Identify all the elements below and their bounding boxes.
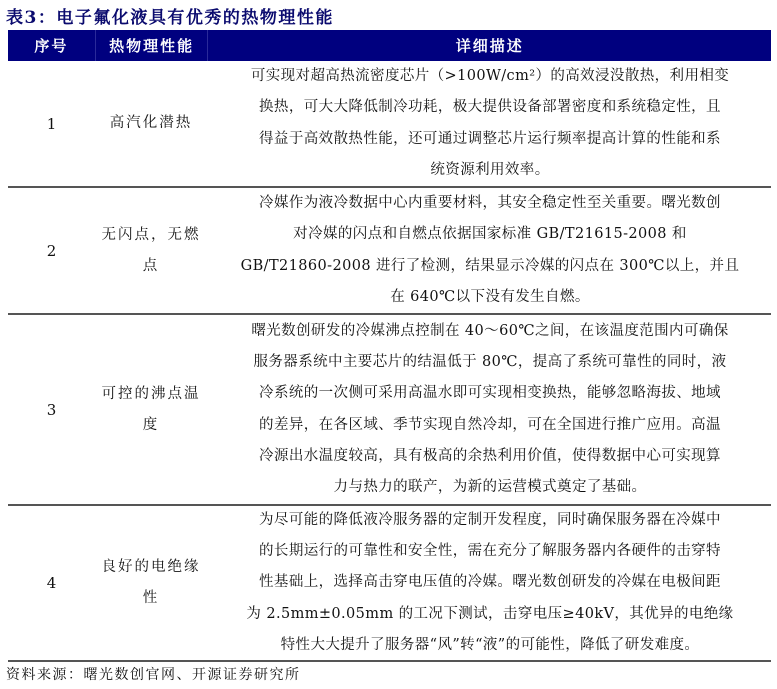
row-property: 可控的沸点温度 — [101, 385, 201, 433]
description-line: 特性大大提升了服务器“风”转“液”的可能性，降低了研发难度。 — [280, 636, 700, 653]
description-line: 为 2.5mm±0.05mm 的工况下测试，击穿电压≥40kV，其优异的电绝缘 — [246, 605, 734, 622]
row-description — [207, 315, 771, 504]
table-row — [8, 61, 771, 188]
description-line: 冷源出水温度较高，具有极高的余热利用价值，使得数据中心可实现算 — [259, 447, 721, 464]
row-description — [207, 506, 771, 660]
description-line: 对冷媒的闪点和自燃点依据国家标准 GB/T21615-2008 和 — [293, 226, 687, 243]
header-property: 热物理性能 — [96, 30, 209, 61]
description-line: 为尽可能的降低液冷服务器的定制开发程度，同时确保服务器在冷媒中 — [259, 511, 721, 528]
description-line: 可实现对超高热流密度芯片（>100W/cm²）的高效浸没散热，利用相变 — [250, 67, 730, 84]
row-property: 良好的电绝缘性 — [101, 559, 201, 606]
table-row — [8, 188, 771, 315]
header-index: 序号 — [8, 30, 96, 61]
table-title: 表3：电子氟化液具有优秀的热物理性能 — [6, 8, 334, 28]
description-line: 在 640℃以下没有发生自燃。 — [390, 288, 590, 305]
description-line: 的差异，在各区域、季节实现自然冷却，可在全国进行推广应用。高温 — [259, 416, 721, 433]
table-row — [8, 315, 771, 506]
row-index: 1 — [46, 114, 57, 133]
description-line: 得益于高效散热性能，还可通过调整芯片运行频率提高计算的性能和系 — [259, 130, 721, 147]
table-header — [8, 30, 771, 61]
source-note: 资料来源：曙光数创官网、开源证券研究所 — [6, 667, 301, 683]
description-line: 冷媒作为液冷数据中心内重要材料，其安全稳定性至关重要。曙光数创 — [259, 194, 721, 211]
description-line: 性基础上，选择高击穿电压值的冷媒。曙光数创研发的冷媒在电极间距 — [259, 574, 721, 591]
description-line: GB/T21860-2008 进行了检测，结果显示冷媒的闪点在 300℃以上，并且 — [240, 257, 740, 274]
description-line: 曙光数创研发的冷媒沸点控制在 40～60℃之间，在该温度范围内可确保 — [251, 322, 729, 339]
description-line: 冷系统的一次侧可采用高温水即可实现相变换热，能够忽略海拔、地域 — [259, 385, 721, 402]
row-description — [207, 188, 771, 313]
row-index: 2 — [46, 241, 57, 260]
description-line: 换热，可大大降低制冷功耗，极大提供设备部署密度和系统稳定性，且 — [259, 99, 721, 116]
description-line: 服务器系统中主要芯片的结温低于 80℃，提高了系统可靠性的同时，液 — [253, 353, 727, 370]
description-line: 统资源利用效率。 — [430, 161, 550, 178]
row-index: 4 — [46, 574, 57, 592]
row-index: 3 — [46, 400, 57, 419]
description-line: 力与热力的联产，为新的运营模式奠定了基础。 — [333, 479, 647, 496]
row-description — [207, 61, 771, 186]
row-property: 高汽化潜热 — [109, 115, 193, 131]
table-row — [8, 506, 771, 662]
thermal-properties-table — [8, 30, 771, 662]
header-description: 详细描述 — [455, 37, 524, 55]
row-property: 无闪点，无燃点 — [101, 226, 201, 274]
description-line: 的长期运行的可靠性和安全性，需在充分了解服务器内各硬件的击穿特 — [259, 543, 721, 560]
